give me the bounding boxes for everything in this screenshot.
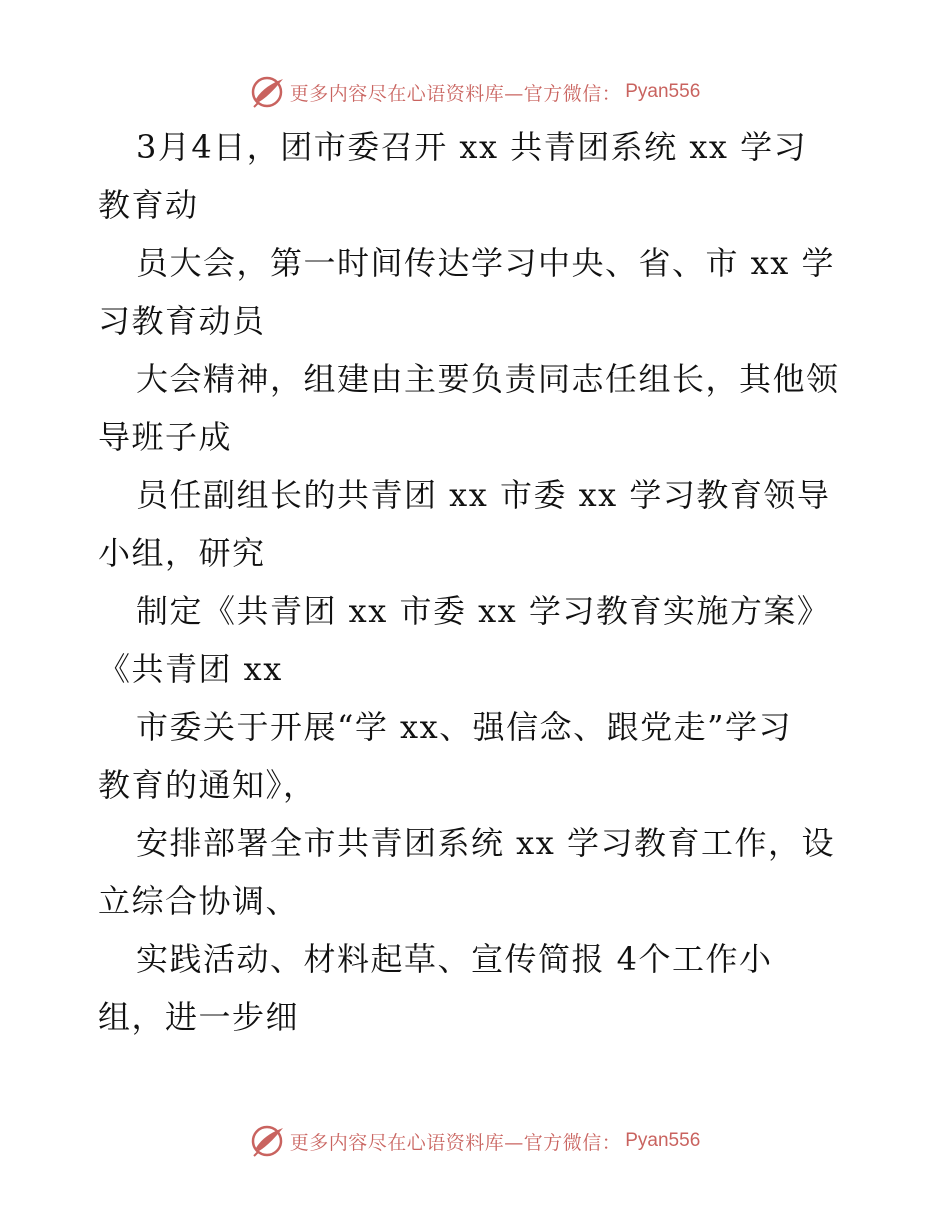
paragraph-line: 员任副组长的共青团 xx 市委 xx 学习教育领导: [136, 476, 831, 514]
paragraph-line: 组，进一步细: [98, 998, 300, 1036]
paragraph: [98, 234, 858, 350]
quill-logo-icon: [250, 1124, 286, 1158]
paragraph-line: 习教育动员: [98, 302, 266, 340]
paragraph: [98, 118, 858, 234]
header-watermark: [0, 72, 950, 112]
paragraph: [98, 582, 858, 698]
paragraph-line: 制定《共青团 xx 市委 xx 学习教育实施方案》: [136, 592, 831, 630]
paragraph: [98, 350, 858, 466]
paragraph-line: 立综合协调、: [98, 882, 300, 920]
watermark-id: Pyan556: [625, 81, 701, 102]
paragraph-line: 小组，研究: [98, 534, 266, 572]
paragraph: [98, 466, 858, 582]
watermark-text: 更多内容尽在心语资料库—官方微信：: [289, 1131, 622, 1154]
watermark-id: Pyan556: [625, 1130, 701, 1151]
document-body: [98, 118, 858, 1046]
paragraph-line: 教育动: [98, 186, 199, 224]
watermark-text: 更多内容尽在心语资料库—官方微信：: [289, 82, 622, 105]
quill-logo-icon: [250, 75, 286, 109]
paragraph-line: 市委关于开展“学 xx、强信念、跟党走”学习: [136, 708, 792, 746]
paragraph-line: 安排部署全市共青团系统 xx 学习教育工作，设: [136, 824, 835, 862]
paragraph-line: 教育的通知》，: [98, 766, 317, 804]
paragraph-line: 实践活动、材料起草、宣传简报 4个工作小: [136, 940, 773, 978]
paragraph: [98, 698, 858, 814]
paragraph: [98, 930, 858, 1046]
paragraph-line: 导班子成: [98, 418, 233, 456]
footer-watermark: [0, 1121, 950, 1161]
paragraph-line: 大会精神，组建由主要负责同志任组长，其他领: [136, 360, 840, 398]
paragraph: [98, 814, 858, 930]
paragraph-line: 《共青团 xx: [98, 650, 283, 688]
paragraph-line: 3月4日，团市委召开 xx 共青团系统 xx 学习: [136, 128, 808, 166]
paragraph-line: 员大会，第一时间传达学习中央、省、市 xx 学: [136, 244, 835, 282]
